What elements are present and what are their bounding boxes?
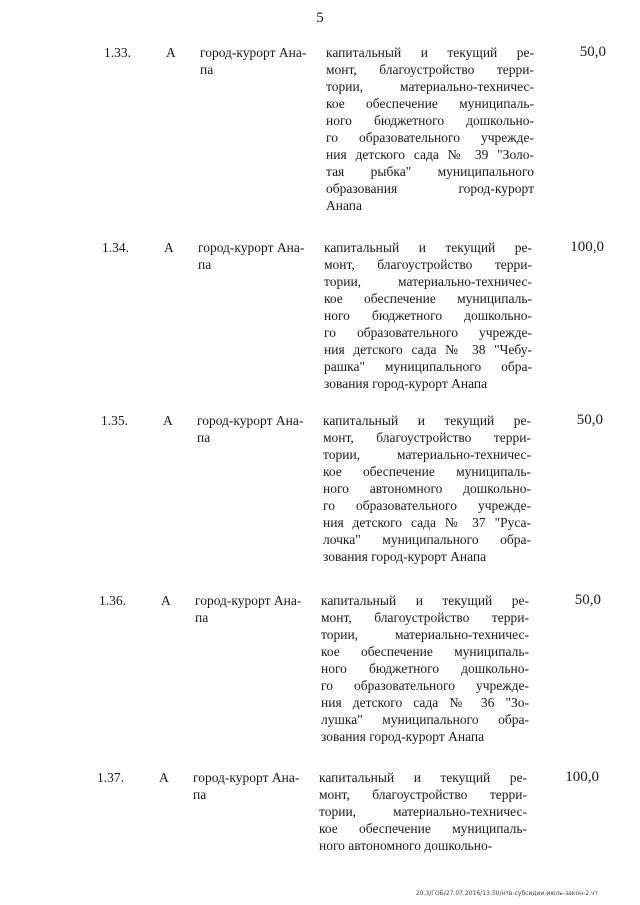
description-line: тории, материально-техничес- xyxy=(324,274,532,289)
description-line: кое обеспечение муниципаль- xyxy=(323,464,531,479)
description-line: монт, благоустройство терри- xyxy=(326,62,534,77)
row-category: А xyxy=(163,413,173,428)
row-number: 1.33. xyxy=(104,45,131,60)
description-line: образования город-курорт xyxy=(326,181,534,196)
description-line: капитальный и текущий ре- xyxy=(324,240,532,255)
row-category: А xyxy=(159,770,169,785)
amount-value: 50,0 xyxy=(576,412,603,428)
description-line: лушка" муниципального обра- xyxy=(321,712,529,727)
row-category: А xyxy=(164,240,174,255)
description-line: го образовательного учрежде- xyxy=(324,325,532,340)
amount-value: 50,0 xyxy=(579,44,606,60)
description-line: монт, благоустройство терри- xyxy=(323,430,531,445)
description-line: кое обеспечение муниципаль- xyxy=(319,821,527,836)
municipality-cell xyxy=(195,592,315,626)
description-line: кое обеспечение муниципаль- xyxy=(326,96,534,111)
municipality-line: па xyxy=(197,430,211,445)
description-line: монт, благоустройство терри- xyxy=(319,787,527,802)
description-line: капитальный и текущий ре- xyxy=(321,593,529,608)
description-line: зования город-курорт Анапа xyxy=(324,376,488,391)
municipality-line: па xyxy=(198,257,212,272)
description-line: ния детского сада № 37 "Руса- xyxy=(323,515,531,530)
description-line: капитальный и текущий ре- xyxy=(319,770,527,785)
footer-file-stamp: 20.3/ГОБ/27.07.2016/13:50/нтв-субсидии-июль-закон-2.чт xyxy=(415,890,598,897)
description-line: Анапа xyxy=(326,198,363,213)
description-line: монт, благоустройство терри- xyxy=(324,257,532,272)
municipality-line: па xyxy=(195,610,209,625)
description-line: тая рыбка" муниципального xyxy=(326,164,534,179)
municipality-cell xyxy=(200,44,320,78)
amount-value: 100,0 xyxy=(570,239,604,255)
row-category: А xyxy=(161,593,171,608)
municipality-line: город-курорт Ана- xyxy=(195,593,302,608)
description-line: монт, благоустройство терри- xyxy=(321,610,529,625)
description-line: тории, материально-техничес- xyxy=(321,627,529,642)
municipality-line: город-курорт Ана- xyxy=(193,770,300,785)
description-line: зования город-курорт Анапа xyxy=(323,549,487,564)
description-line: тории, материально-техничес- xyxy=(323,447,531,462)
municipality-line: город-курорт Ана- xyxy=(197,413,304,428)
description-line: го образовательного учрежде- xyxy=(321,678,529,693)
description-line: кое обеспечение муниципаль- xyxy=(324,291,532,306)
row-category: А xyxy=(166,45,176,60)
description-cell xyxy=(323,412,531,565)
description-cell xyxy=(326,44,534,214)
page-number: 5 xyxy=(316,10,324,26)
description-line: тории, материально-техничес- xyxy=(326,79,534,94)
municipality-cell xyxy=(197,412,317,446)
description-line: ного бюджетного дошкольно- xyxy=(326,113,534,128)
row-number: 1.34. xyxy=(102,240,129,255)
description-line: тории, материально-техничес- xyxy=(319,804,527,819)
description-line: го образовательного учрежде- xyxy=(326,130,534,145)
municipality-line: город-курорт Ана- xyxy=(200,45,307,60)
description-line: капитальный и текущий ре- xyxy=(326,45,534,60)
description-line: ния детского сада № 39 "Золо- xyxy=(326,147,534,162)
description-line: го образовательного учрежде- xyxy=(323,498,531,513)
description-cell xyxy=(321,592,529,745)
description-line: ного бюджетного дошкольно- xyxy=(324,308,532,323)
description-line: ния детского сада № 36 "Зо- xyxy=(321,695,529,710)
row-number: 1.37. xyxy=(97,770,124,785)
description-line: лочка" муниципального обра- xyxy=(323,532,531,547)
description-line: ного автономного дошкольно- xyxy=(323,481,531,496)
description-line: кое обеспечение муниципаль- xyxy=(321,644,529,659)
row-number: 1.35. xyxy=(101,413,128,428)
description-cell xyxy=(319,769,527,854)
row-number: 1.36. xyxy=(99,593,126,608)
description-line: ного автономного дошкольно- xyxy=(319,838,493,853)
municipality-cell xyxy=(193,769,313,803)
description-line: зования город-курорт Анапа xyxy=(321,729,485,744)
description-line: ного бюджетного дошкольно- xyxy=(321,661,529,676)
amount-value: 50,0 xyxy=(574,592,601,608)
amount-value: 100,0 xyxy=(565,769,599,785)
municipality-cell xyxy=(198,239,318,273)
municipality-line: па xyxy=(193,787,207,802)
municipality-line: па xyxy=(200,62,214,77)
description-cell xyxy=(324,239,532,392)
municipality-line: город-курорт Ана- xyxy=(198,240,305,255)
description-line: ния детского сада № 38 "Чебу- xyxy=(324,342,532,357)
description-line: рашка" муниципального обра- xyxy=(324,359,532,374)
description-line: капитальный и текущий ре- xyxy=(323,413,531,428)
